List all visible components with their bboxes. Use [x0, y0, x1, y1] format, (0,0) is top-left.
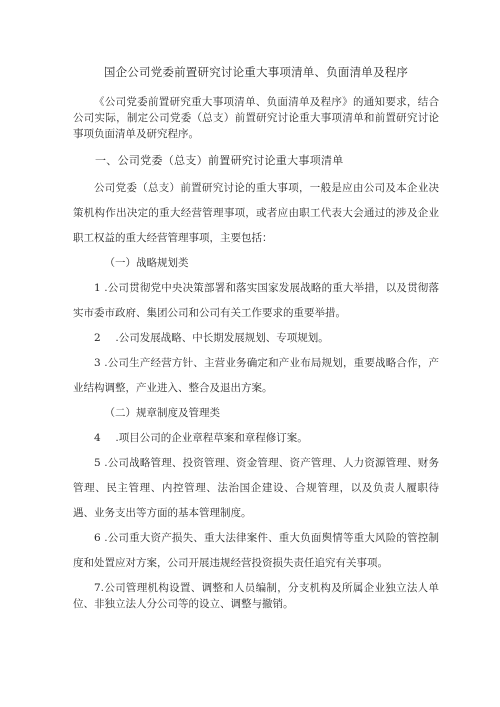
section-heading-1: 一、公司党委（总支）前置研究讨论重大事项清单 [95, 154, 344, 167]
item-5: 5 .公司战略管理、投资管理、资金管理、资产管理、人力资源管理、财务管理、民主管理、内控管理、法治国企建设、合规管理，以及负责人履职待遇、业务支出等方面的基本管理制度。 [73, 457, 439, 519]
section-1-body: 公司党委（总支）前置研究讨论的重大事项，一般是应由公司及本企业决策机构作出决定的重大经营管理事项，或者应由职工代表大会通过的涉及企业职工权益的重大经营管理事项，主要包括： [73, 182, 439, 244]
item-2-text: .公司发展战略、中长期发展规划、专项规划。 [115, 332, 329, 344]
intro-paragraph: 《公司党委前置研究重大事项清单、负面清单及程序》的通知要求，结合公司实际，制定公司党委（总支）前置研究讨论重大事项清单和前置研究讨论事项负面清单及研究程序。 [73, 96, 439, 140]
document-title: 国企公司党委前置研究讨论重大事项清单、负面清单及程序 [103, 65, 409, 79]
item-6: 6 .公司重大资产损失、重大法律案件、重大负面舆情等重大风险的管控制度和处置应对方案，公司开展违规经营投资损失责任追究有关事项。 [73, 532, 439, 569]
item-4-number: 4 [94, 432, 101, 444]
item-4-text: .项目公司的企业章程草案和章程修订案。 [115, 432, 308, 444]
item-1: 1 .公司贯彻党中央决策部署和落实国家发展战略的重大举措，以及贯彻落实市委市政府、集团公司和公司有关工作要求的重要举措。 [73, 282, 439, 319]
item-4 [73, 426, 439, 451]
item-2-number: 2 [94, 332, 101, 344]
item-2 [73, 326, 439, 351]
item-7: 7.公司管理机构设置、调整和人员编制，分支机构及所属企业独立法人单位、非独立法人分公司等的设立、调整与撤销。 [73, 582, 439, 610]
subheading-strategy: （一）战略规划类 [104, 257, 189, 269]
subheading-rules: （二）规章制度及管理类 [104, 407, 220, 419]
item-3: 3 .公司生产经营方针、主营业务确定和产业布局规划，重要战略合作，产业结构调整，产业进入、整合及退出方案。 [73, 357, 439, 394]
document-body [73, 64, 439, 612]
